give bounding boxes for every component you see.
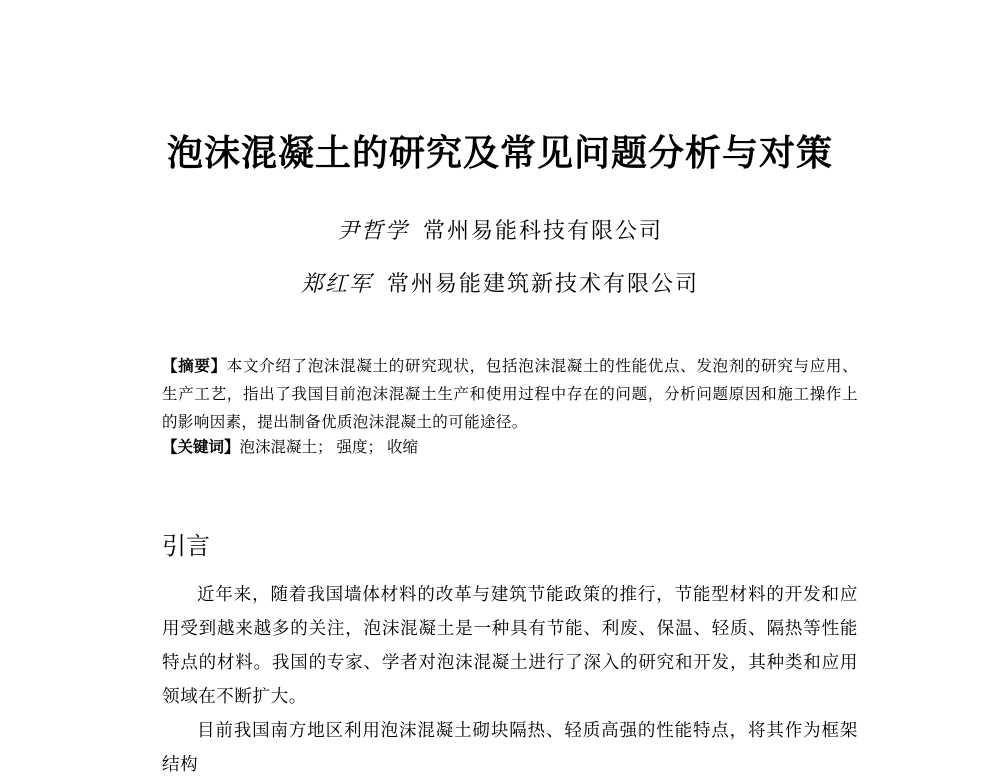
section-body [162, 578, 858, 782]
author-line [0, 270, 1000, 300]
paper-title: 泡沫混凝土的研究及常见问题分析与对策 [166, 133, 833, 174]
keyword: 强度； [336, 438, 384, 456]
abstract-label: 【摘要】 [162, 357, 227, 375]
paragraph: 近年来，随着我国墙体材料的改革与建筑节能政策的推行，节能型材料的开发和应用受到越来越多的关注，泡沫混凝土是一种具有节能、利废、保温、轻质、隔热等性能特点的材料。我国的专家、学者对泡沫混凝土进行了深入的研究和开发，其种类和应用领域在不断扩大。 [162, 585, 858, 707]
keywords [162, 434, 418, 460]
author-name: 尹哲学 [336, 219, 409, 244]
section-heading: 引言 [162, 532, 210, 560]
author-name: 郑红军 [300, 272, 373, 297]
author-line [0, 217, 1000, 247]
author-affiliation: 常州易能建筑新技术有限公司 [387, 272, 700, 297]
abstract [162, 352, 858, 436]
author-affiliation: 常州易能科技有限公司 [423, 219, 664, 244]
keyword: 泡沫混凝土； [239, 438, 333, 456]
keywords-label: 【关键词】 [162, 438, 240, 456]
keyword: 收缩 [387, 438, 419, 456]
abstract-text: 本文介绍了泡沫混凝土的研究现状，包括泡沫混凝土的性能优点、发泡剂的研究与应用、生产工艺，指出了我国目前泡沫混凝土生产和使用过程中存在的问题，分析问题原因和施工操作上的影响因素，提出制备优质泡沫混凝土的可能途径。 [162, 357, 858, 431]
paragraph: 目前我国南方地区利用泡沫混凝土砌块隔热、轻质高强的性能特点，将其作为框架结构 [162, 721, 858, 775]
